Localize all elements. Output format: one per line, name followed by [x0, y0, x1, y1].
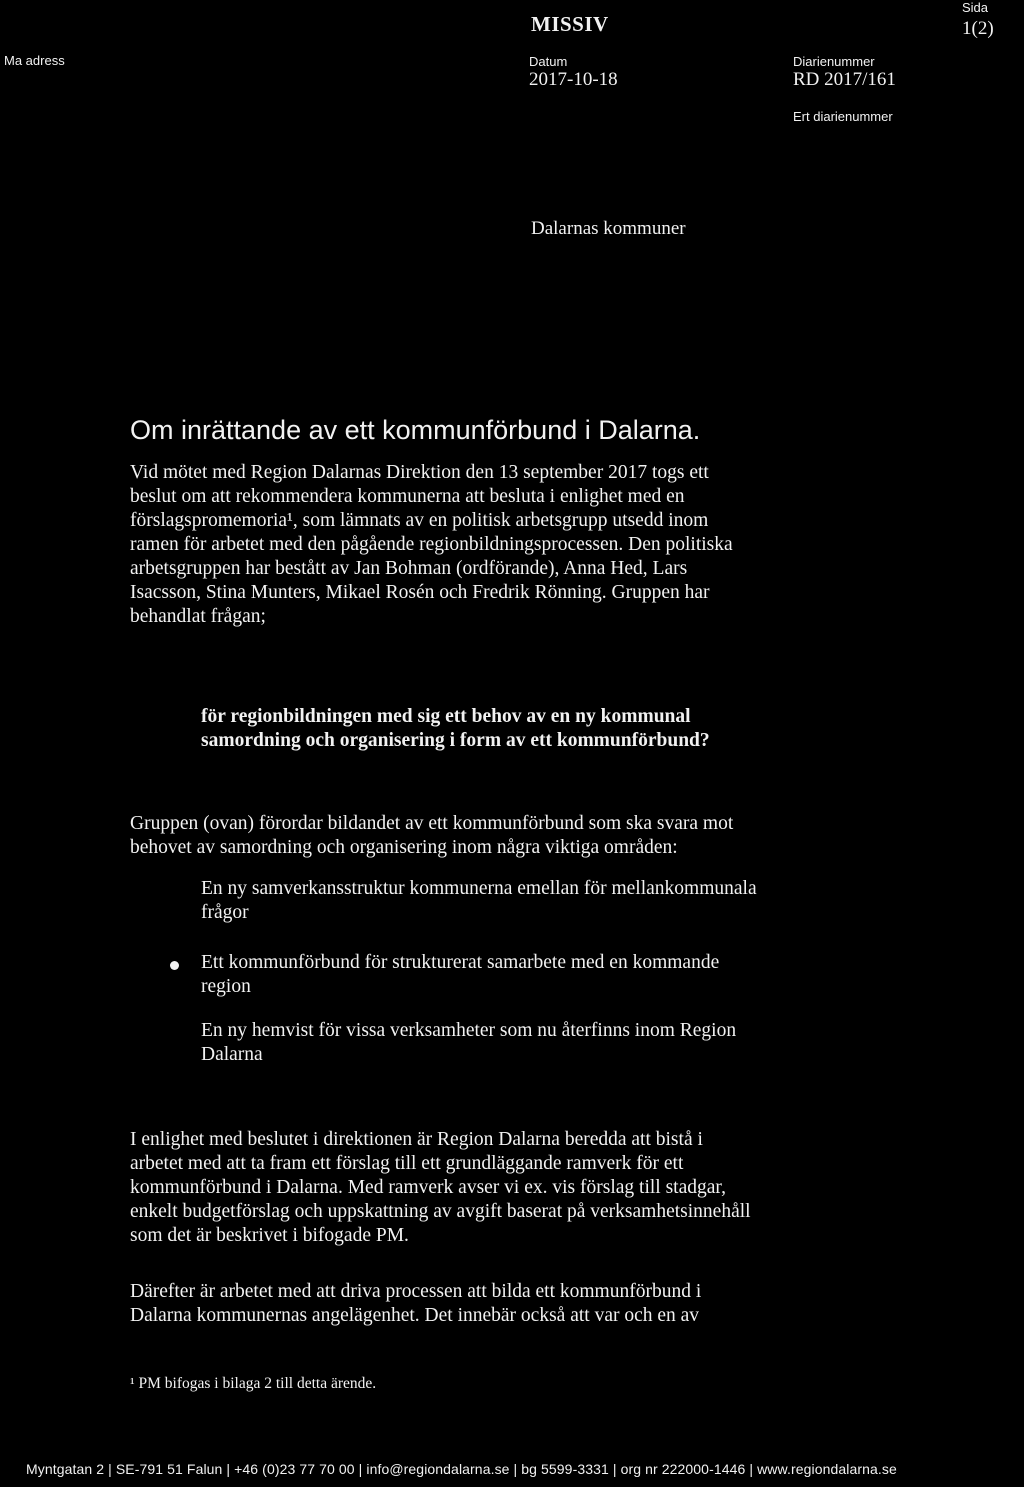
- date-value: 2017-10-18: [529, 69, 618, 90]
- page-label: Sida: [962, 0, 989, 15]
- date-label: Datum: [529, 54, 568, 69]
- list-item-text: Ett kommunförbund för strukturerat samarbete med en kommande region: [201, 952, 720, 997]
- address-label: Ma adress: [4, 53, 65, 68]
- list-item: [201, 877, 961, 925]
- your-reference-label: Ert diarienummer: [793, 109, 893, 124]
- paragraph-support: I enlighet med beslutet i direktionen är Region Dalarna beredda att bistå i arbetet med att ta fram ett förslag till ett grundläggande ramverk för ett kommunförbund i Dalarna. Med ramverk avser vi ex. vis förslag till stadgar, enkelt budgetförslag och uppskattning av avgift baserat på verksamhetsinnehåll som det är beskrivet i bifogade PM.: [130, 1129, 751, 1246]
- paragraph-recommendation: Gruppen (ovan) förordar bildandet av ett kommunförbund som ska svara mot behovet av samordning och organisering inom några viktiga områden:: [130, 813, 734, 858]
- list-item: [201, 951, 961, 999]
- reference-label: Diarienummer: [793, 54, 875, 69]
- document-type: MISSIV: [531, 12, 609, 36]
- reference-value: RD 2017/161: [793, 69, 896, 90]
- footnote: ¹ PM bifogas i bilaga 2 till detta ärende.: [130, 1375, 377, 1392]
- paragraph-intro: Vid mötet med Region Dalarnas Direktion den 13 september 2017 togs ett beslut om att rekommendera kommunerna att besluta i enlighet med en förslagspromemoria¹, som lämnats av en politisk arbetsgrupp utsedd inom ramen för arbetet med den pågående regionbildningsprocessen. Den politiska arbetsgruppen har bestått av Jan Bohman (ordförande), Anna Hed, Lars Isacsson, Stina Munters, Mikael Rosén och Fredrik Rönning. Gruppen har behandlat frågan;: [130, 462, 733, 627]
- list-item-text: En ny hemvist för vissa verksamheter som nu återfinns inom Region Dalarna: [201, 1020, 737, 1065]
- list-item: [201, 1019, 961, 1067]
- list-item-text: En ny samverkansstruktur kommunerna emellan för mellankommunala frågor: [201, 878, 757, 923]
- document-title: Om inrättande av ett kommunförbund i Dalarna.: [130, 415, 701, 445]
- page-number: 1(2): [962, 18, 994, 39]
- bullet-dot-icon: [170, 961, 179, 970]
- question-text: för regionbildningen med sig ett behov av en ny kommunal samordning och organisering i form av ett kommunförbund?: [201, 706, 710, 751]
- paragraph-next-steps: Därefter är arbetet med att driva processen att bilda ett kommunförbund i Dalarna kommunernas angelägenhet. Det innebär också att var och en av: [130, 1281, 702, 1326]
- footer-contact: Myntgatan 2 | SE-791 51 Falun | +46 (0)23 77 70 00 | info@regiondalarna.se | bg 5599-3331 | org nr 222000-1446 | www.regiondalarna.se: [26, 1461, 897, 1477]
- recipient: Dalarnas kommuner: [531, 218, 686, 239]
